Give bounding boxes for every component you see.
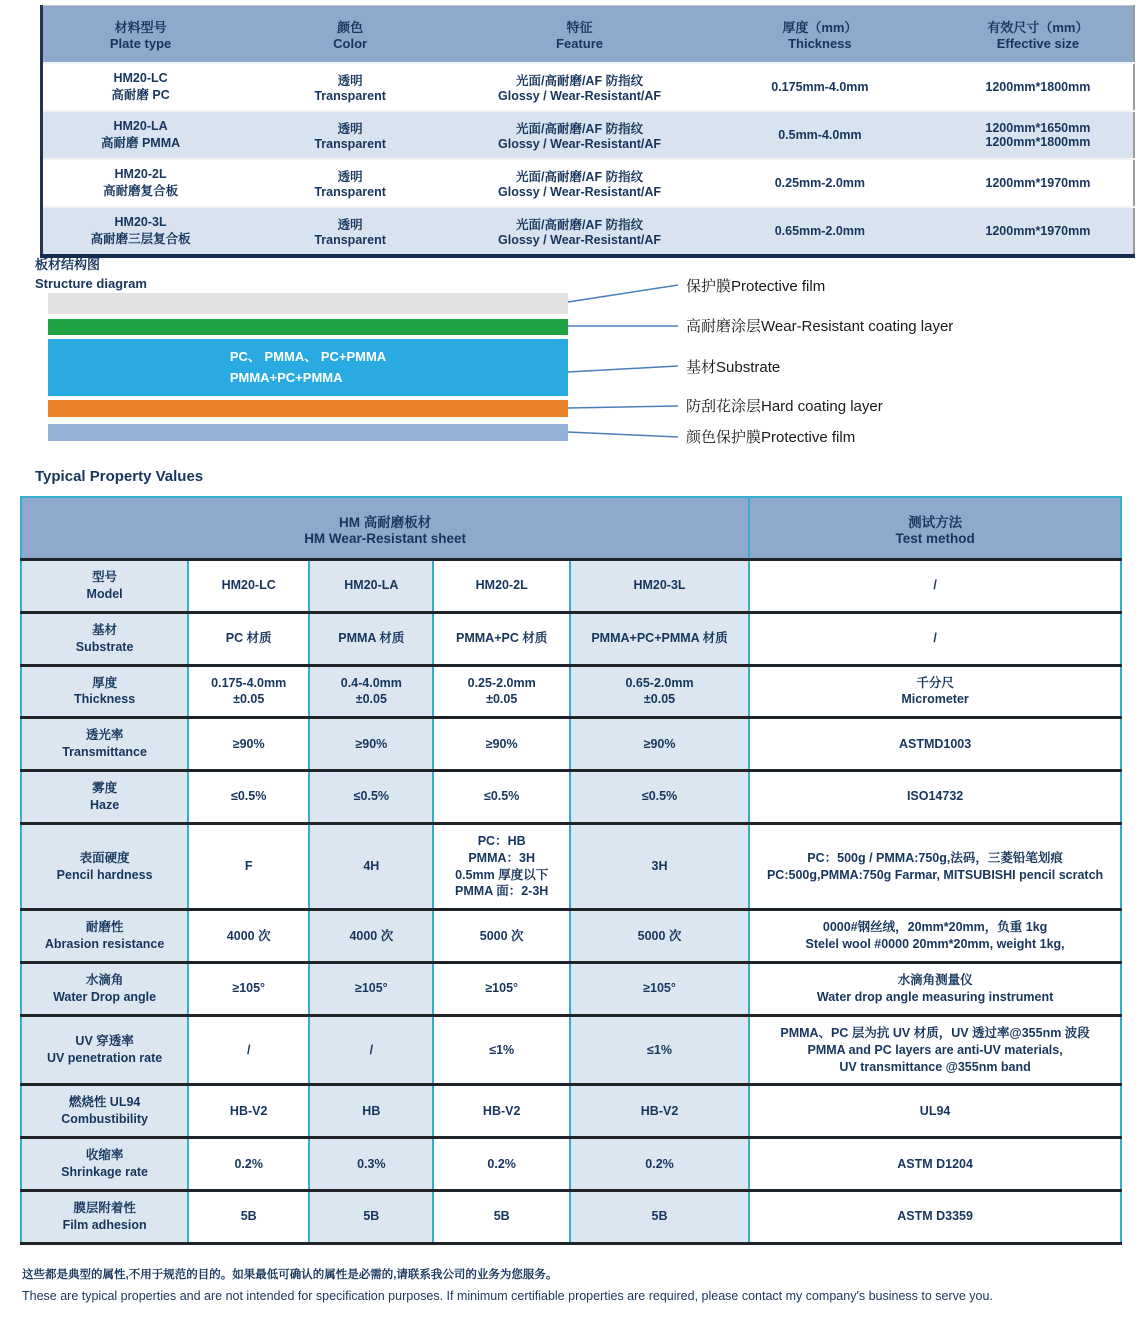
property-label: 型号 Model [21,560,188,613]
property-row-water-drop-angle [21,963,1121,1016]
property-row-film-adhesion [21,1190,1121,1243]
connector-line [568,406,678,408]
plate-type-table [40,5,1135,258]
connector-line [568,366,678,372]
layer-label-wear-resistant-coating: 高耐磨涂层Wear-Resistant coating layer [686,318,954,335]
layer-label-hard-coating: 防刮花涂层Hard coating layer [686,398,883,415]
value-hm20-lc: ≤0.5% [188,771,309,824]
value-hm20-3l: PMMA+PC+PMMA 材质 [570,612,749,665]
value-hm20-lc: HB-V2 [188,1085,309,1138]
value-hm20-2l: 5B [433,1190,569,1243]
value-hm20-2l: 5000 次 [433,910,569,963]
cell-feature: 光面/高耐磨/AF 防指纹 Glossy / Wear-Resistant/AF [462,159,697,207]
value-hm20-la: 0.4-4.0mm ±0.05 [309,665,433,718]
cell-plate-type: HM20-3L 高耐磨三层复合板 [42,207,239,256]
value-hm20-3l: ≤1% [570,1015,749,1085]
value-hm20-2l: ≥105° [433,963,569,1016]
table-row [42,63,1135,111]
value-hm20-lc: ≥105° [188,963,309,1016]
cell-thickness: 0.25mm-2.0mm [697,159,943,207]
value-hm20-3l: ≤0.5% [570,771,749,824]
value-hm20-2l: HM20-2L [433,560,569,613]
test-method: ASTM D3359 [749,1190,1121,1243]
property-row-substrate [21,612,1121,665]
property-label: 厚度 Thickness [21,665,188,718]
property-row-transmittance [21,718,1121,771]
value-hm20-2l: ≤0.5% [433,771,569,824]
property-row-shrinkage-rate [21,1138,1121,1191]
property-label: 基材 Substrate [21,612,188,665]
property-label: 收缩率 Shrinkage rate [21,1138,188,1191]
value-hm20-lc: / [188,1015,309,1085]
value-hm20-lc: F [188,823,309,910]
cell-thickness: 0.175mm-4.0mm [697,63,943,111]
value-hm20-2l: PC：HB PMMA：3H 0.5mm 厚度以下 PMMA 面：2-3H [433,823,569,910]
value-hm20-3l: HB-V2 [570,1085,749,1138]
test-method: / [749,560,1121,613]
property-table-header-row [21,497,1121,560]
cell-effective-size: 1200mm*1970mm [943,207,1134,256]
value-hm20-la: HM20-LA [309,560,433,613]
header-feature: 特征 Feature [462,6,697,64]
property-row-pencil-hardness [21,823,1121,910]
value-hm20-la: 4000 次 [309,910,433,963]
value-hm20-lc: 0.2% [188,1138,309,1191]
value-hm20-la: ≥90% [309,718,433,771]
connector-lines [0,252,1143,464]
value-hm20-3l: 3H [570,823,749,910]
footer-note-zh: 这些都是典型的属性,不用于规范的目的。如果最低可确认的属性是必需的,请联系我公司的业务为您服务。 [22,1269,558,1281]
value-hm20-lc: 4000 次 [188,910,309,963]
connector-line [568,285,678,302]
property-row-combustibility [21,1085,1121,1138]
cell-effective-size: 1200mm*1970mm [943,159,1134,207]
value-hm20-lc: 5B [188,1190,309,1243]
test-method: UL94 [749,1085,1121,1138]
test-method: ASTM D1204 [749,1138,1121,1191]
header-wear-resistant-sheet: HM 高耐磨板材 HM Wear-Resistant sheet [21,497,749,560]
cell-plate-type: HM20-LC 高耐磨 PC [42,63,239,111]
value-hm20-la: 0.3% [309,1138,433,1191]
structure-diagram-title: 板材结构图 Structure diagram [35,257,147,291]
cell-color: 透明 Transparent [238,207,462,256]
property-row-haze [21,771,1121,824]
test-method: ASTMD1003 [749,718,1121,771]
value-hm20-la: 5B [309,1190,433,1243]
property-row-thickness [21,665,1121,718]
structure-diagram [0,252,1143,464]
typical-property-values-title: Typical Property Values [35,468,204,485]
table-row [42,159,1135,207]
cell-effective-size: 1200mm*1800mm [943,63,1134,111]
value-hm20-2l: 0.25-2.0mm ±0.05 [433,665,569,718]
property-label: 表面硬度 Pencil hardness [21,823,188,910]
cell-effective-size: 1200mm*1650mm 1200mm*1800mm [943,111,1134,159]
property-label: 燃烧性 UL94 Combustibility [21,1085,188,1138]
header-test-method: 测试方法 Test method [749,497,1121,560]
header-plate-type: 材料型号 Plate type [42,6,239,64]
cell-thickness: 0.5mm-4.0mm [697,111,943,159]
test-method: ISO14732 [749,771,1121,824]
property-label: 水滴角 Water Drop angle [21,963,188,1016]
header-effective-size: 有效尺寸（mm） Effective size [943,6,1134,64]
test-method: 0000#钢丝绒，20mm*20mm，负重 1kg Stelel wool #0000 20mm*20mm, weight 1kg, [749,910,1121,963]
cell-plate-type: HM20-2L 高耐磨复合板 [42,159,239,207]
cell-feature: 光面/高耐磨/AF 防指纹 Glossy / Wear-Resistant/AF [462,207,697,256]
value-hm20-2l: 0.2% [433,1138,569,1191]
value-hm20-lc: HM20-LC [188,560,309,613]
property-label: 耐磨性 Abrasion resistance [21,910,188,963]
cell-color: 透明 Transparent [238,63,462,111]
header-thickness: 厚度（mm） Thickness [697,6,943,64]
value-hm20-lc: 0.175-4.0mm ±0.05 [188,665,309,718]
footer-note-en: These are typical properties and are not intended for specification purposes. If minimum certifiable properties are required, please contact my company's business to serve you. [22,1289,993,1303]
value-hm20-la: PMMA 材质 [309,612,433,665]
test-method: 水滴角测量仪 Water drop angle measuring instrument [749,963,1121,1016]
layer-label-color-protective-film: 颜色保护膜Protective film [686,429,856,446]
value-hm20-3l: 5B [570,1190,749,1243]
cell-feature: 光面/高耐磨/AF 防指纹 Glossy / Wear-Resistant/AF [462,111,697,159]
property-table [20,496,1122,1245]
property-label: 膜层附着性 Film adhesion [21,1190,188,1243]
header-color: 颜色 Color [238,6,462,64]
value-hm20-2l: HB-V2 [433,1085,569,1138]
value-hm20-lc: PC 材质 [188,612,309,665]
property-row-uv-penetration [21,1015,1121,1085]
value-hm20-la: 4H [309,823,433,910]
test-method: / [749,612,1121,665]
connector-line [568,432,678,437]
value-hm20-3l: HM20-3L [570,560,749,613]
value-hm20-2l: ≤1% [433,1015,569,1085]
plate-type-header-row [42,6,1135,64]
test-method: 千分尺 Micrometer [749,665,1121,718]
value-hm20-la: ≥105° [309,963,433,1016]
cell-thickness: 0.65mm-2.0mm [697,207,943,256]
property-label: 雾度 Haze [21,771,188,824]
value-hm20-la: HB [309,1085,433,1138]
property-label: UV 穿透率 UV penetration rate [21,1015,188,1085]
value-hm20-2l: PMMA+PC 材质 [433,612,569,665]
layer-label-protective-film: 保护膜Protective film [686,278,826,295]
test-method: PMMA、PC 层为抗 UV 材质，UV 透过率@355nm 波段 PMMA and PC layers are anti-UV materials, UV transmittance @355nm band [749,1015,1121,1085]
value-hm20-2l: ≥90% [433,718,569,771]
test-method: PC：500g / PMMA:750g,法码，三菱铅笔划痕 PC:500g,PMMA:750g Farmar, MITSUBISHI pencil scratch [749,823,1121,910]
value-hm20-3l: 5000 次 [570,910,749,963]
cell-color: 透明 Transparent [238,159,462,207]
property-row-model [21,560,1121,613]
table-row [42,207,1135,256]
value-hm20-3l: ≥90% [570,718,749,771]
layer-label-substrate: 基材Substrate [686,359,781,376]
value-hm20-la: ≤0.5% [309,771,433,824]
table-row [42,111,1135,159]
value-hm20-lc: ≥90% [188,718,309,771]
value-hm20-3l: 0.2% [570,1138,749,1191]
cell-plate-type: HM20-LA 高耐磨 PMMA [42,111,239,159]
value-hm20-3l: 0.65-2.0mm ±0.05 [570,665,749,718]
cell-feature: 光面/高耐磨/AF 防指纹 Glossy / Wear-Resistant/AF [462,63,697,111]
value-hm20-3l: ≥105° [570,963,749,1016]
cell-color: 透明 Transparent [238,111,462,159]
footer-note [22,1266,1127,1303]
property-label: 透光率 Transmittance [21,718,188,771]
property-row-abrasion-resistance [21,910,1121,963]
value-hm20-la: / [309,1015,433,1085]
substrate-materials-text: PC、 PMMA、 PC+PMMA PMMA+PC+PMMA [229,349,387,385]
